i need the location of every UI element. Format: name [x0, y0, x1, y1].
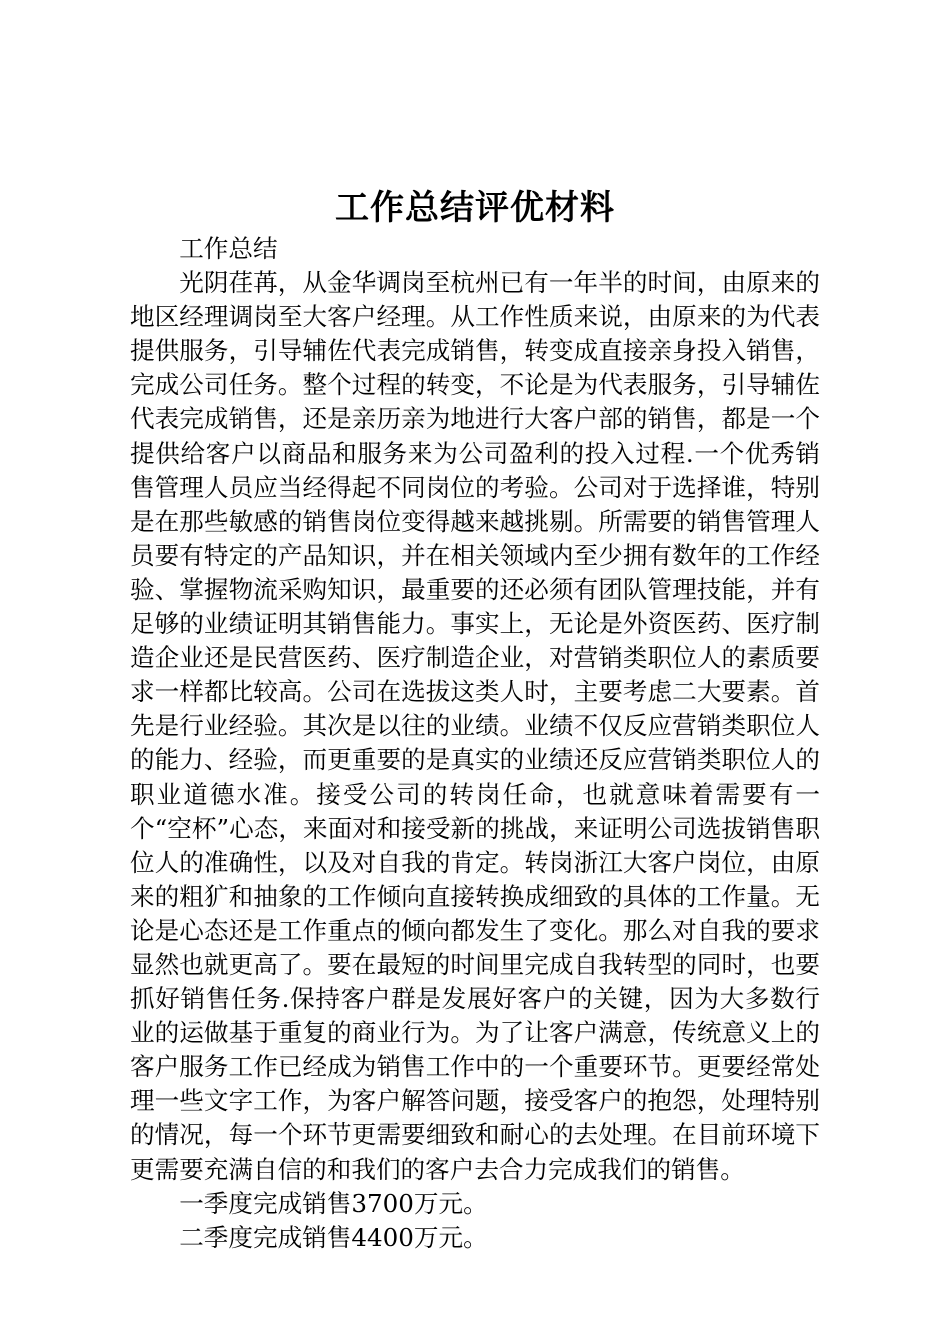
- paragraph-main: 光阴荏苒，从金华调岗至杭州已有一年半的时间，由原来的地区经理调岗至大客户经理。从工作性质来说，由原来的为代表提供服务，引导辅佐代表完成销售，转变成直接亲身投入销售，完成公司任务。整个过程的转变，不论是为代表服务，引导辅佐代表完成销售，还是亲历亲为地进行大客户部的销售，都是一个提供给客户以商品和服务来为公司盈利的投入过程.一个优秀销售管理人员应当经得起不同岗位的考验。公司对于选择谁，特别是在那些敏感的销售岗位变得越来越挑剔。所需要的销售管理人员要有特定的产品知识，并在相关领域内至少拥有数年的工作经验、掌握物流采购知识，最重要的还必须有团队管理技能，并有足够的业绩证明其销售能力。事实上，无论是外资医药、医疗制造企业还是民营医药、医疗制造企业，对营销类职位人的素质要求一样都比较高。公司在选拔这类人时，主要考虑二大要素。首先是行业经验。其次是以往的业绩。业绩不仅反应营销类职位人的能力、经验，而更重要的是真实的业绩还反应营销类职位人的职业道德水准。接受公司的转岗任命，也就意味着需要有一个“空杯”心态，来面对和接受新的挑战，来证明公司选拔销售职位人的准确性，以及对自我的肯定。转岗浙江大客户岗位，由原来的粗犷和抽象的工作倾向直接转换成细致的具体的工作量。无论是心态还是工作重点的倾向都发生了变化。那么对自我的要求显然也就更高了。要在最短的时间里完成自我转型的同时，也要抓好销售任务.保持客户群是发展好客户的关键，因为大多数行业的运做基于重复的商业行为。为了让客户满意，传统意义上的客户服务工作已经成为销售工作中的一个重要环节。更要经常处理一些文字工作，为客户解答问题，接受客户的抱怨，处理特别的情况，每一个环节更需要细致和耐心的去处理。在目前环境下更需要充满自信的和我们的客户去合力完成我们的销售。: [130, 268, 820, 1184]
- paragraph-q2-sales: 二季度完成销售4400万元。: [179, 1222, 488, 1252]
- document-body: [130, 232, 820, 1255]
- document-title: 工作总结评优材料: [335, 188, 615, 228]
- paragraph-heading: 工作总结: [179, 234, 278, 263]
- paragraph-q1-sales: 一季度完成销售3700万元。: [179, 1188, 488, 1218]
